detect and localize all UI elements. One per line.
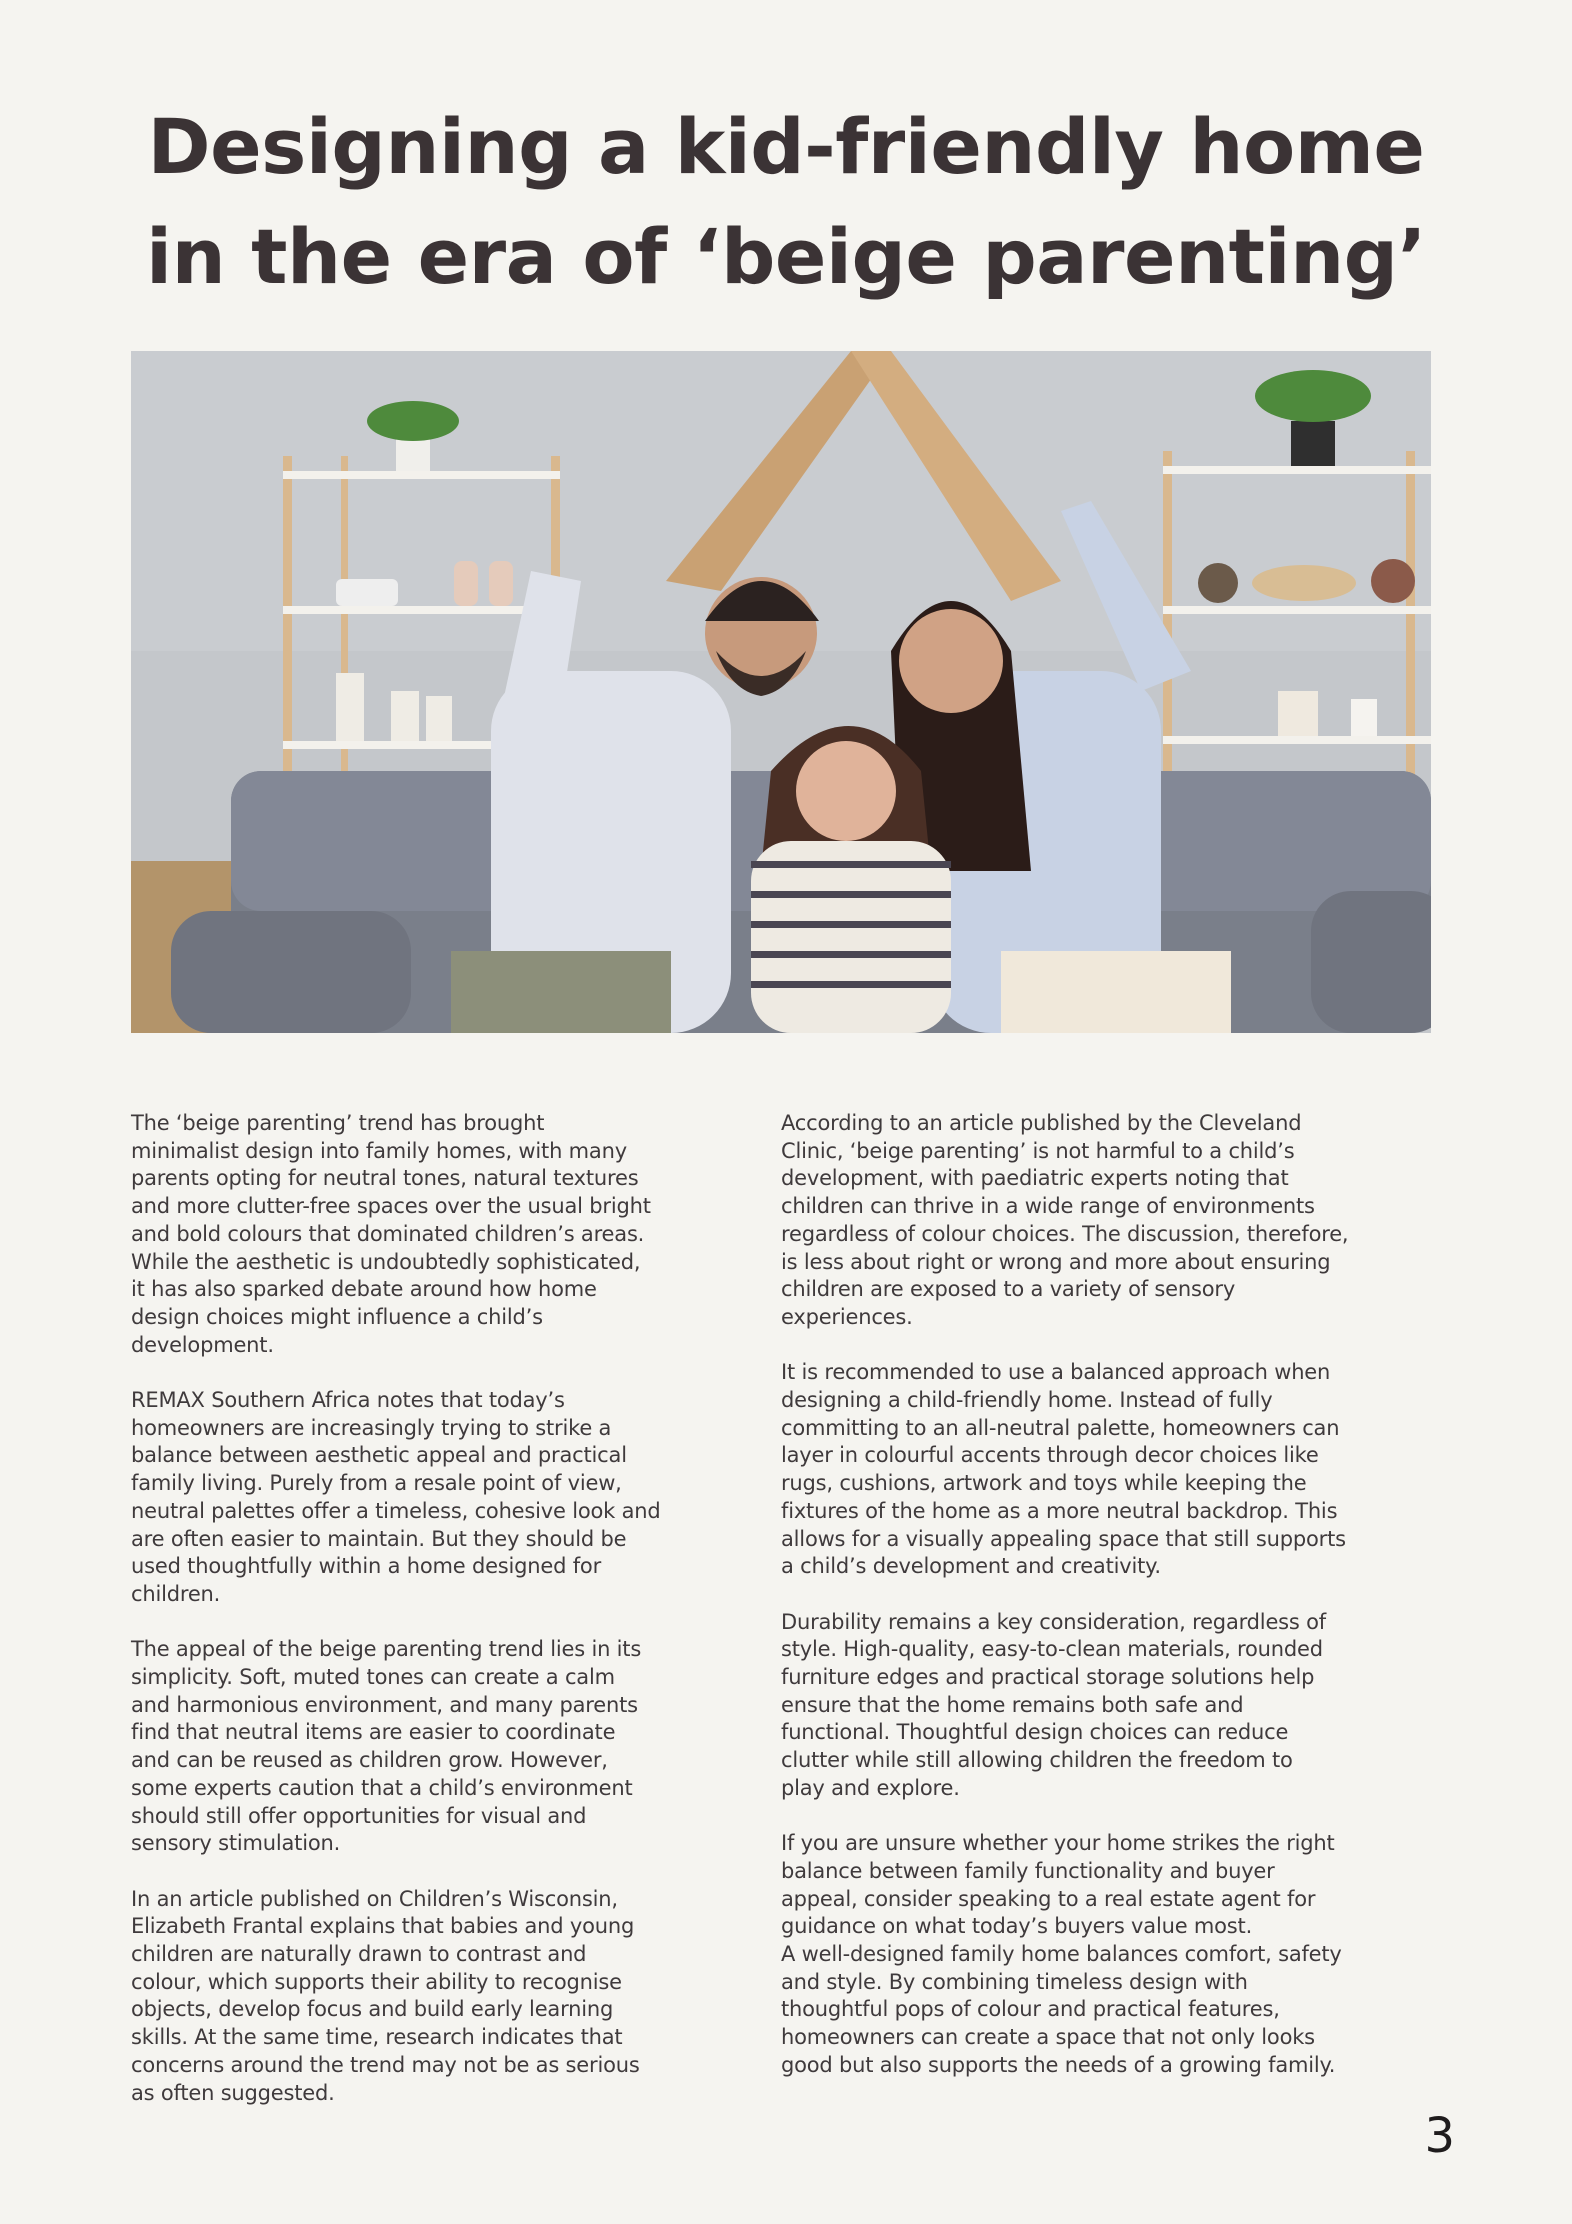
body-paragraph: A well-designed family home balances comfort, safety and style. By combining timeless design with thoughtful pops of colour and practical features, homeowners can create a space that not only looks good but also supports the needs of a growing family.	[781, 1942, 1342, 2077]
article-title-line-2: in the era of ‘beige parenting’	[146, 212, 1426, 301]
body-paragraph: The ‘beige parenting’ trend has brought minimalist design into family homes, with many parents opting for neutral tones, natural textures and more clutter-free spaces over the usual bright and bold colours that dominated children’s areas. While the aesthetic is undoubtedly sophisticated, it has also sparked debate around how home design choices might influence a child’s development.	[131, 1111, 651, 1357]
body-paragraph: It is recommended to use a balanced approach when designing a child-friendly home. Instead of fully committing to an all-neutral palette, homeowners can layer in colourful accents through decor choices like rugs, cushions, artwork and toys while keeping the fixtures of the home as a more neutral backdrop. This allows for a visually appealing space that still supports a child’s development and creativity.	[781, 1360, 1346, 1579]
article-title	[0, 92, 1572, 312]
body-paragraph: Durability remains a key consideration, regardless of style. High-quality, easy-to-clean materials, rounded furniture edges and practical storage solutions help ensure that the home remains both safe and functional. Thoughtful design choices can reduce clutter while still allowing children the freedom to play and explore.	[781, 1609, 1326, 1800]
article-body-left-column	[131, 1110, 751, 2135]
body-paragraph: According to an article published by the Cleveland Clinic, ‘beige parenting’ is not harmful to a child’s development, with paediatric experts noting that children can thrive in a wide range of environments regardless of colour choices. The discussion, therefore, is less about right or wrong and more about ensuring children are exposed to a variety of sensory experiences.	[781, 1111, 1349, 1329]
family-photo	[131, 351, 1431, 1033]
article-body-right-column	[781, 1110, 1401, 2107]
family-photo-illustration	[131, 351, 1431, 1033]
body-paragraph: In an article published on Children’s Wisconsin, Elizabeth Frantal explains that babies and young children are naturally drawn to contrast and colour, which supports their ability to recognise objects, develop focus and build early learning skills. At the same time, research indicates that concerns around the trend may not be as serious as often suggested.	[131, 1886, 640, 2105]
article-title-line-1: Designing a kid-friendly home	[147, 102, 1425, 191]
body-paragraph: REMAX Southern Africa notes that today’s homeowners are increasingly trying to strike a balance between aesthetic appeal and practical family living. Purely from a resale point of view, neutral palettes offer a timeless, cohesive look and are often easier to maintain. But they should be used thoughtfully within a home designed for children.	[131, 1388, 661, 1606]
body-paragraph: The appeal of the beige parenting trend lies in its simplicity. Soft, muted tones can create a calm and harmonious environment, and many parents find that neutral items are easier to coordinate and can be reused as children grow. However, some experts caution that a child’s environment should still offer opportunities for visual and sensory stimulation.	[131, 1637, 642, 1856]
body-paragraph: If you are unsure whether your home strikes the right balance between family functionality and buyer appeal, consider speaking to a real estate agent for guidance on what today’s buyers value most.	[781, 1831, 1335, 1939]
page-number: 3	[1424, 2108, 1455, 2164]
